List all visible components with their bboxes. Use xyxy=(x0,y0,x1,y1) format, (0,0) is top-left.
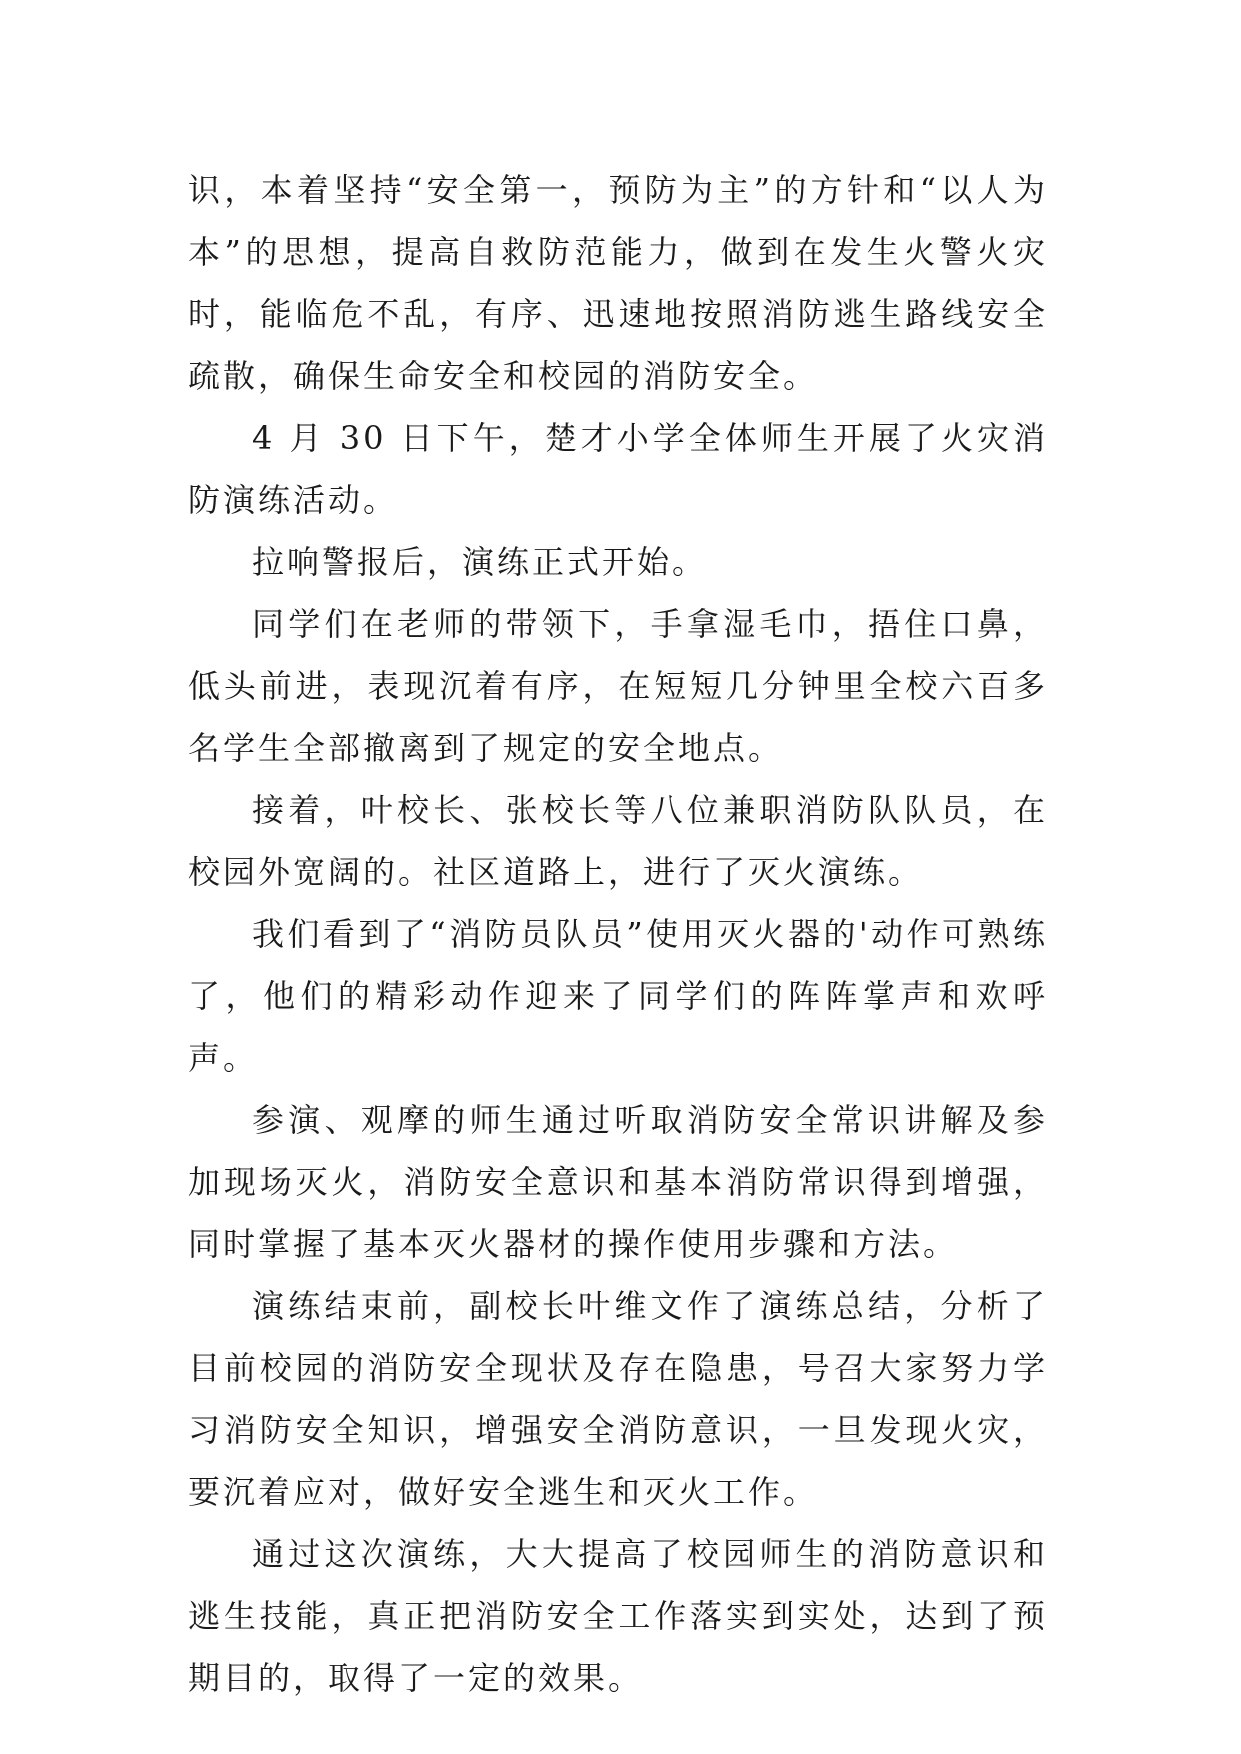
paragraph-8: 演练结束前，副校长叶维文作了演练总结，分析了目前校园的消防安全现状及存在隐患，号召大家努力学习消防安全知识，增强安全消防意识，一旦发现火灾，要沉着应对，做好安全逃生和灭火工作。 xyxy=(188,1287,1048,1511)
paragraph-7: 参演、观摩的师生通过听取消防安全常识讲解及参加现场灭火，消防安全意识和基本消防常识得到增强，同时掌握了基本灭火器材的操作使用步骤和方法。 xyxy=(188,1101,1048,1263)
document-body xyxy=(188,159,1048,1709)
paragraph-5: 接着，叶校长、张校长等八位兼职消防队队员，在校园外宽阔的。社区道路上，进行了灭火演练。 xyxy=(188,791,1048,891)
paragraph-9: 通过这次演练，大大提高了校园师生的消防意识和逃生技能，真正把消防安全工作落实到实处，达到了预期目的，取得了一定的效果。 xyxy=(188,1535,1048,1697)
paragraph-6: 我们看到了“消防员队员”使用灭火器的'动作可熟练了，他们的精彩动作迎来了同学们的阵阵掌声和欢呼声。 xyxy=(188,915,1048,1077)
paragraph-3: 拉响警报后，演练正式开始。 xyxy=(252,543,708,581)
paragraph-4: 同学们在老师的带领下，手拿湿毛巾，捂住口鼻，低头前进，表现沉着有序，在短短几分钟里全校六百多名学生全部撤离到了规定的安全地点。 xyxy=(188,605,1048,767)
paragraph-2: 4 月 30 日下午，楚才小学全体师生开展了火灾消防演练活动。 xyxy=(188,419,1048,519)
paragraph-1: 识，本着坚持“安全第一，预防为主”的方针和“以人为本”的思想，提高自救防范能力，做到在发生火警火灾时，能临危不乱，有序、迅速地按照消防逃生路线安全疏散，确保生命安全和校园的消防安全。 xyxy=(188,171,1048,395)
